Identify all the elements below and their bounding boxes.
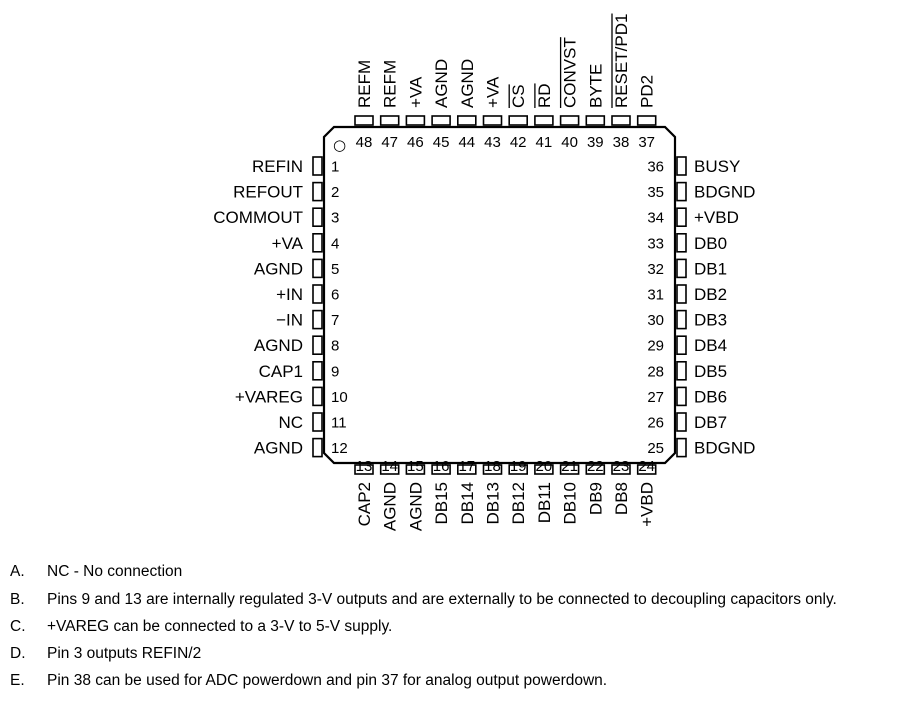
pin-label: DB13 (483, 482, 503, 525)
pin-label-group (458, 59, 477, 108)
pin-number: 41 (535, 134, 553, 151)
pin-label: AGND (432, 58, 452, 108)
pin-lead (677, 208, 686, 226)
pin-label: COMMOUT (213, 208, 303, 228)
pin-lead (406, 116, 424, 125)
pin-label: −IN (276, 310, 303, 330)
pin-label: DB9 (586, 482, 606, 516)
pin-label-group (381, 60, 400, 108)
pin-label: PD2 (637, 74, 657, 108)
pin-lead (313, 311, 322, 329)
pin-lead (313, 387, 322, 405)
pin-label: AGND (253, 336, 303, 356)
note-letter: A. (10, 563, 25, 580)
pin-lead (313, 208, 322, 226)
pin-label: CS (509, 84, 529, 108)
pin-number: 10 (331, 388, 348, 406)
pin-label-group (612, 482, 631, 515)
pin-lead (677, 413, 686, 431)
pin-label: +VA (406, 76, 426, 108)
pin-label: DB7 (694, 413, 728, 432)
pin-label: BDGND (694, 438, 756, 458)
pin-lead (313, 362, 322, 380)
pin-label-group (509, 482, 528, 525)
pin-number: 39 (586, 134, 604, 151)
pin-label: AGND (406, 482, 426, 532)
pin-label: REFM (380, 59, 400, 108)
pin-label-group (484, 76, 503, 108)
pin-label: DB5 (694, 361, 728, 381)
pin-number: 21 (561, 458, 578, 475)
pin-lead (432, 116, 450, 125)
pin-number: 30 (647, 312, 664, 330)
pin-number: 27 (647, 388, 664, 406)
pin-label: CAP1 (258, 361, 303, 381)
note-text: Pins 9 and 13 are internally regulated 3-V outputs and are externally to be connected to decoupling capacitors only. (47, 591, 837, 608)
pin-label: +VA (271, 233, 303, 253)
pin-label: CAP2 (355, 482, 374, 527)
pin-label: DB8 (612, 482, 631, 516)
pin-number: 8 (331, 337, 340, 355)
pin-lead (638, 116, 656, 125)
pin-number: 15 (407, 458, 424, 475)
pin-label-group (458, 482, 477, 525)
pin-label-group (355, 482, 374, 526)
pin-lead (677, 183, 686, 201)
pin-number: 46 (407, 134, 424, 151)
pin-label: +VAREG (234, 387, 303, 407)
pin-label: DB3 (694, 310, 728, 330)
pin-lead (586, 116, 604, 125)
note-letter: E. (10, 672, 25, 689)
note-text: Pin 3 outputs REFIN/2 (47, 645, 202, 662)
pin-lead (677, 439, 686, 457)
pin-label-group (561, 37, 580, 108)
pin-number: 11 (331, 414, 347, 432)
package-outline (324, 127, 675, 463)
pin-lead (677, 336, 686, 354)
pin-label: DB2 (694, 285, 728, 304)
pin-label-group (561, 482, 580, 525)
pin-lead (313, 285, 322, 303)
pin-lead (313, 234, 322, 252)
pin-number: 12 (331, 440, 348, 458)
bottom-pins (355, 458, 657, 531)
pin-lead (313, 439, 322, 457)
pin-lead (458, 116, 476, 125)
pin-number: 44 (458, 134, 476, 151)
pin-label-group (484, 482, 503, 525)
pin-lead (535, 116, 553, 125)
pin-label: AGND (253, 438, 303, 458)
pin-label-group (432, 482, 451, 525)
pin-label-group (638, 75, 657, 108)
pin-lead (509, 116, 527, 125)
pin-lead (381, 116, 399, 125)
pin-label: +VBD (694, 208, 739, 228)
pin-number: 9 (331, 363, 340, 381)
pin-number: 28 (647, 363, 664, 381)
pin-number: 14 (381, 458, 399, 475)
pin-label: DB10 (560, 482, 580, 525)
pin-number: 29 (647, 337, 664, 355)
pin1-marker: ○ (333, 136, 347, 154)
pin-number: 6 (331, 286, 340, 304)
pin-label: DB15 (432, 482, 452, 525)
pin-number: 19 (509, 458, 527, 475)
pin-label-group (612, 14, 631, 108)
pin-label: DB6 (694, 387, 728, 407)
pin-label: REFM (355, 59, 374, 108)
pin-number: 26 (647, 414, 664, 432)
pin-number: 5 (331, 260, 340, 278)
pin-number: 47 (381, 134, 399, 151)
note-text: NC - No connection (47, 563, 183, 580)
pin-lead (313, 336, 322, 354)
pin-label: DB0 (694, 233, 728, 253)
pin-lead (677, 259, 686, 277)
pin-number: 7 (331, 312, 340, 330)
pin-number: 16 (432, 458, 450, 475)
pin-number: 33 (647, 235, 664, 253)
pin-label: +IN (276, 285, 303, 304)
note-letter: D. (10, 645, 26, 662)
pin-label-group (638, 482, 657, 527)
pin-lead (677, 362, 686, 380)
pin-label: DB14 (457, 482, 477, 525)
pin-lead (313, 183, 322, 201)
pin-number: 2 (331, 184, 340, 202)
pin-label: REFOUT (233, 182, 303, 202)
pin-number: 13 (355, 458, 373, 475)
pin-number: 34 (647, 209, 664, 227)
pin-number: 20 (535, 458, 553, 475)
pin-number: 4 (331, 235, 340, 253)
pin-number: 24 (638, 458, 656, 475)
pin-label: DB4 (694, 336, 728, 356)
pin-lead (612, 116, 630, 125)
pin-number: 23 (612, 458, 630, 475)
pin-label: +VBD (637, 482, 657, 527)
pin-label: DB11 (534, 482, 554, 524)
pin-label: AGND (380, 482, 400, 532)
pin-number: 25 (647, 440, 664, 458)
pin-lead (677, 157, 686, 175)
pin-label-group (535, 83, 554, 108)
pin-label-group (586, 482, 605, 515)
pin-label: RD (534, 83, 554, 108)
pin-label: RESET/PD1 (612, 13, 631, 108)
pin-label-group (535, 482, 554, 523)
pin-number: 38 (612, 134, 630, 151)
pin-label: BDGND (694, 182, 756, 202)
pin-number: 40 (561, 134, 578, 151)
pin-label: DB12 (509, 482, 529, 525)
pin-lead (355, 116, 373, 125)
pin-label: BYTE (586, 63, 606, 108)
pin-number: 31 (647, 286, 664, 304)
pin-label-group (406, 76, 425, 108)
pin-label: BUSY (694, 157, 741, 176)
pin-lead (677, 285, 686, 303)
pin-lead (313, 413, 322, 431)
pin-label-group (406, 482, 425, 531)
pin-number: 35 (647, 184, 664, 202)
pin-number: 1 (331, 158, 340, 176)
pin-number: 17 (458, 458, 476, 475)
pin-lead (484, 116, 502, 125)
pin-label-group (432, 59, 451, 108)
pin-lead (313, 157, 322, 175)
note-letter: B. (10, 591, 25, 608)
note-text: +VAREG can be connected to a 3-V to 5-V supply. (47, 618, 393, 635)
pin-label: AGND (457, 58, 477, 108)
pin-number: 22 (586, 458, 604, 475)
pin-number: 43 (484, 134, 501, 151)
pin-label-group (586, 64, 605, 108)
pin-label: +VA (483, 76, 503, 108)
pin-number: 36 (647, 158, 664, 176)
pin-label: CONVST (560, 37, 580, 108)
pin-label-group (355, 60, 374, 108)
pin-number: 32 (647, 260, 664, 278)
pin-number: 45 (432, 134, 450, 151)
pin-number: 18 (484, 458, 501, 475)
pin-number: 42 (509, 134, 527, 151)
note-letter: C. (10, 618, 26, 635)
pin-label: NC (278, 413, 303, 432)
note-text: Pin 38 can be used for ADC powerdown and pin 37 for analog output powerdown. (47, 672, 608, 689)
pin-label: DB1 (694, 259, 728, 279)
pin-label-group (381, 482, 400, 531)
pin-lead (677, 311, 686, 329)
pin-lead (677, 234, 686, 252)
pin-label: REFIN (252, 157, 303, 176)
pin-number: 48 (355, 134, 373, 151)
pin-lead (313, 259, 322, 277)
top-pins (355, 14, 657, 151)
pin-label-group (509, 84, 528, 108)
right-pins (647, 157, 755, 458)
pin-label: AGND (253, 259, 303, 279)
pin-lead (677, 387, 686, 405)
pin-number: 3 (331, 209, 340, 227)
left-pins (213, 157, 347, 458)
pin-number: 37 (638, 134, 656, 151)
pin-lead (561, 116, 579, 125)
